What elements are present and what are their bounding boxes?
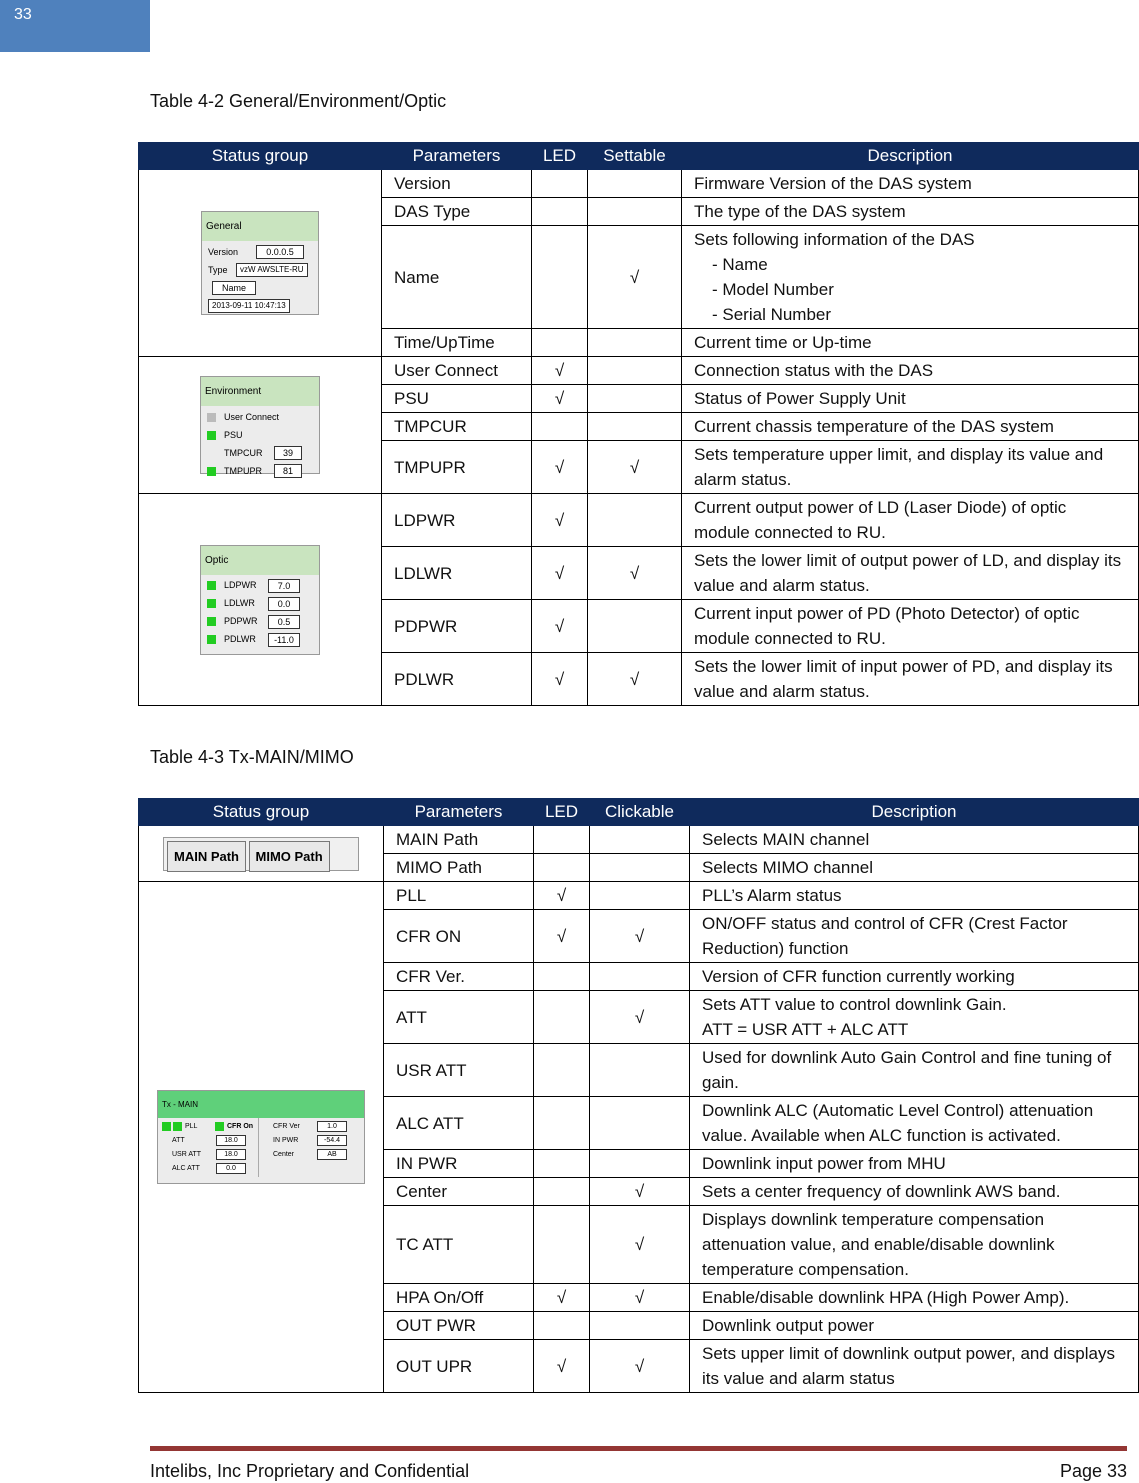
main-path-button: MAIN Path	[167, 841, 246, 872]
environment-panel-image	[200, 376, 320, 474]
cfr-on-label: CFR On	[227, 1123, 254, 1130]
settable-cell	[588, 600, 682, 653]
led-cell	[532, 198, 588, 226]
usr-att-label: USR ATT	[172, 1151, 202, 1158]
led-cell	[534, 963, 590, 991]
att-label: ATT	[172, 1137, 185, 1144]
param-cell: TMPUPR	[382, 441, 532, 494]
desc-cell: Sets the lower limit of input power of PD, and display its value and alarm status.	[682, 653, 1139, 706]
param-cell: HPA On/Off	[384, 1284, 534, 1312]
led-cell: √	[532, 357, 588, 385]
header-clickable: Clickable	[590, 799, 690, 826]
att-field: 18.0	[216, 1135, 246, 1146]
pdpwr-led-icon	[207, 617, 216, 626]
led-cell: √	[532, 494, 588, 547]
led-cell: √	[532, 547, 588, 600]
desc-cell: Current chassis temperature of the DAS system	[682, 413, 1139, 441]
tmpupr-field: 81	[274, 464, 302, 478]
general-widget-cell	[139, 170, 382, 357]
param-cell: PDPWR	[382, 600, 532, 653]
footer-divider	[150, 1446, 1127, 1451]
param-cell: TC ATT	[384, 1206, 534, 1284]
desc-cell: Status of Power Supply Unit	[682, 385, 1139, 413]
param-cell: MIMO Path	[384, 854, 534, 882]
led-cell	[532, 413, 588, 441]
tmpupr-label: TMPUPR	[224, 465, 262, 476]
header-parameters: Parameters	[382, 143, 532, 170]
led-cell: √	[534, 882, 590, 910]
param-cell: CFR ON	[384, 910, 534, 963]
ldlwr-label: LDLWR	[224, 598, 255, 608]
header-status-group: Status group	[139, 799, 384, 826]
tmpcur-label: TMPCUR	[224, 447, 263, 458]
table-row	[139, 826, 1139, 854]
general-panel-title: General	[202, 212, 318, 241]
param-cell: ATT	[384, 991, 534, 1044]
header-status-group: Status group	[139, 143, 382, 170]
ldpwr-label: LDPWR	[224, 580, 257, 590]
ldpwr-field: 7.0	[268, 579, 300, 593]
settable-cell: √	[588, 653, 682, 706]
led-cell	[534, 1312, 590, 1340]
type-label: Type	[208, 264, 228, 275]
tmpcur-field: 39	[274, 446, 302, 460]
in-pwr-field: -54.4	[317, 1135, 347, 1146]
pdlwr-field: -11.0	[268, 633, 300, 647]
mimo-path-button: MIMO Path	[249, 841, 330, 872]
led-cell: √	[532, 385, 588, 413]
footer-page-number: Page 33	[1059, 1461, 1127, 1481]
settable-cell	[588, 385, 682, 413]
clickable-cell	[590, 1312, 690, 1340]
desc-sub-item: - Name	[712, 255, 768, 274]
table-4-3	[138, 798, 1139, 1393]
settable-cell: √	[588, 441, 682, 494]
param-cell: IN PWR	[384, 1150, 534, 1178]
ldlwr-led-icon	[207, 599, 216, 608]
datetime-field: 2013-09-11 10:47:13	[208, 299, 290, 313]
table-header-row	[139, 799, 1139, 826]
settable-cell	[588, 198, 682, 226]
led-cell	[534, 1150, 590, 1178]
param-cell: User Connect	[382, 357, 532, 385]
param-cell: DAS Type	[382, 198, 532, 226]
psu-led-icon	[207, 431, 216, 440]
center-field: AB	[317, 1149, 347, 1160]
page-number-tab: 33	[0, 0, 150, 52]
param-cell: Name	[382, 226, 532, 329]
tx-main-panel-title: Tx - MAIN	[158, 1091, 364, 1118]
desc-sub-item: - Serial Number	[712, 305, 832, 324]
desc-cell: Current input power of PD (Photo Detector) of optic module connected to RU.	[682, 600, 1139, 653]
param-cell: PSU	[382, 385, 532, 413]
desc-cell: Selects MIMO channel	[690, 854, 1139, 882]
led-cell	[534, 826, 590, 854]
table-row	[139, 882, 1139, 910]
settable-cell	[588, 494, 682, 547]
desc-cell: Downlink ALC (Automatic Level Control) attenuation value. Available when ALC function is activated.	[690, 1097, 1139, 1150]
desc-cell: PLL’s Alarm status	[690, 882, 1139, 910]
table-4-2	[138, 142, 1139, 706]
settable-cell	[588, 170, 682, 198]
clickable-cell: √	[590, 991, 690, 1044]
usr-att-field: 18.0	[216, 1149, 246, 1160]
led-cell	[534, 1097, 590, 1150]
cfr-ver-field: 1.0	[317, 1121, 347, 1132]
param-cell: LDPWR	[382, 494, 532, 547]
param-cell: OUT PWR	[384, 1312, 534, 1340]
in-pwr-label: IN PWR	[273, 1137, 299, 1144]
param-cell: TMPCUR	[382, 413, 532, 441]
clickable-cell: √	[590, 1340, 690, 1393]
desc-cell: Sets a center frequency of downlink AWS band.	[690, 1178, 1139, 1206]
settable-cell	[588, 357, 682, 385]
header-description: Description	[690, 799, 1139, 826]
desc-cell: Version of CFR function currently working	[690, 963, 1139, 991]
led-cell	[534, 991, 590, 1044]
pdlwr-label: PDLWR	[224, 634, 256, 644]
name-button: Name	[212, 281, 256, 295]
desc-cell: Downlink output power	[690, 1312, 1139, 1340]
desc-sub-item: - Model Number	[712, 280, 834, 299]
param-cell: USR ATT	[384, 1044, 534, 1097]
led-cell	[534, 1044, 590, 1097]
table-4-2-caption: Table 4-2 General/Environment/Optic	[150, 91, 447, 111]
led-cell	[532, 170, 588, 198]
led-cell	[532, 226, 588, 329]
clickable-cell	[590, 1097, 690, 1150]
version-label: Version	[208, 246, 239, 257]
user-connect-led-icon	[207, 413, 216, 422]
tmpupr-led-icon	[207, 467, 216, 476]
footer-company: Intelibs, Inc Proprietary and Confidential	[150, 1461, 470, 1481]
param-cell: Version	[382, 170, 532, 198]
desc-cell: Current output power of LD (Laser Diode) of optic module connected to RU.	[682, 494, 1139, 547]
type-field: vzW AWSLTE-RU	[236, 263, 308, 277]
cfr-on-led-icon	[215, 1122, 224, 1131]
header-description: Description	[682, 143, 1139, 170]
param-cell: Center	[384, 1178, 534, 1206]
ldpwr-led-icon	[207, 581, 216, 590]
cfr-ver-label: CFR Ver	[273, 1123, 300, 1130]
header-led: LED	[534, 799, 590, 826]
pll-label: PLL	[185, 1123, 198, 1130]
led-cell	[534, 1206, 590, 1284]
desc-cell	[690, 991, 1139, 1044]
desc-cell: Downlink input power from MHU	[690, 1150, 1139, 1178]
desc-cell: Displays downlink temperature compensation attenuation value, and enable/disable downlink temperature compensation.	[690, 1206, 1139, 1284]
header-led: LED	[532, 143, 588, 170]
tx-main-widget-cell	[139, 882, 384, 1393]
clickable-cell: √	[590, 1206, 690, 1284]
ldlwr-field: 0.0	[268, 597, 300, 611]
alc-att-field: 0.0	[216, 1163, 246, 1174]
desc-cell: Current time or Up-time	[682, 329, 1139, 357]
desc-cell: Used for downlink Auto Gain Control and fine tuning of gain.	[690, 1044, 1139, 1097]
param-cell: ALC ATT	[384, 1097, 534, 1150]
led-cell	[534, 1178, 590, 1206]
param-cell: Time/UpTime	[382, 329, 532, 357]
clickable-cell: √	[590, 1284, 690, 1312]
optic-panel-image	[200, 545, 320, 655]
desc-formula: ATT = USR ATT + ALC ATT	[702, 1020, 909, 1039]
led-cell: √	[532, 441, 588, 494]
settable-cell: √	[588, 547, 682, 600]
led-cell: √	[532, 653, 588, 706]
clickable-cell: √	[590, 1178, 690, 1206]
desc-cell: Connection status with the DAS	[682, 357, 1139, 385]
led-cell	[534, 854, 590, 882]
led-cell: √	[534, 1284, 590, 1312]
optic-widget-cell	[139, 494, 382, 706]
param-cell: MAIN Path	[384, 826, 534, 854]
desc-cell: Sets the lower limit of output power of LD, and display its value and alarm status.	[682, 547, 1139, 600]
path-widget-cell	[139, 826, 384, 882]
version-field: 0.0.0.5	[256, 245, 304, 259]
user-connect-label: User Connect	[224, 411, 280, 422]
param-cell: OUT UPR	[384, 1340, 534, 1393]
pdpwr-field: 0.5	[268, 615, 300, 629]
desc-text: Sets ATT value to control downlink Gain.	[702, 995, 1007, 1014]
param-cell: PLL	[384, 882, 534, 910]
desc-cell: Selects MAIN channel	[690, 826, 1139, 854]
table-4-3-caption: Table 4-3 Tx-MAIN/MIMO	[150, 747, 354, 767]
desc-cell: Firmware Version of the DAS system	[682, 170, 1139, 198]
optic-panel-title: Optic	[201, 546, 319, 575]
clickable-cell	[590, 854, 690, 882]
alc-att-label: ALC ATT	[172, 1165, 200, 1172]
param-cell: PDLWR	[382, 653, 532, 706]
header-parameters: Parameters	[384, 799, 534, 826]
param-cell: LDLWR	[382, 547, 532, 600]
tx-main-panel-image	[157, 1090, 365, 1184]
clickable-cell: √	[590, 910, 690, 963]
clickable-cell	[590, 1044, 690, 1097]
desc-cell: Sets upper limit of downlink output power, and displays its value and alarm status	[690, 1340, 1139, 1393]
path-buttons-image	[163, 837, 359, 871]
desc-cell: ON/OFF status and control of CFR (Crest Factor Reduction) function	[690, 910, 1139, 963]
table-header-row	[139, 143, 1139, 170]
led-cell: √	[534, 910, 590, 963]
table-row	[139, 494, 1139, 547]
param-cell: CFR Ver.	[384, 963, 534, 991]
settable-cell	[588, 413, 682, 441]
settable-cell: √	[588, 226, 682, 329]
pdlwr-led-icon	[207, 635, 216, 644]
desc-cell	[682, 226, 1139, 329]
pdpwr-label: PDPWR	[224, 616, 258, 626]
center-label: Center	[273, 1151, 295, 1158]
led-cell: √	[534, 1340, 590, 1393]
led-cell: √	[532, 600, 588, 653]
clickable-cell	[590, 1150, 690, 1178]
desc-text: Sets following information of the DAS	[694, 230, 975, 249]
table-row	[139, 170, 1139, 198]
general-panel-image	[201, 211, 319, 315]
desc-cell: Sets temperature upper limit, and display its value and alarm status.	[682, 441, 1139, 494]
environment-widget-cell	[139, 357, 382, 494]
clickable-cell	[590, 826, 690, 854]
clickable-cell	[590, 963, 690, 991]
header-settable: Settable	[588, 143, 682, 170]
table-row	[139, 357, 1139, 385]
desc-cell: Enable/disable downlink HPA (High Power Amp).	[690, 1284, 1139, 1312]
settable-cell	[588, 329, 682, 357]
clickable-cell	[590, 882, 690, 910]
environment-panel-title: Environment	[201, 377, 319, 406]
desc-cell: The type of the DAS system	[682, 198, 1139, 226]
psu-label: PSU	[224, 429, 243, 440]
led-cell	[532, 329, 588, 357]
